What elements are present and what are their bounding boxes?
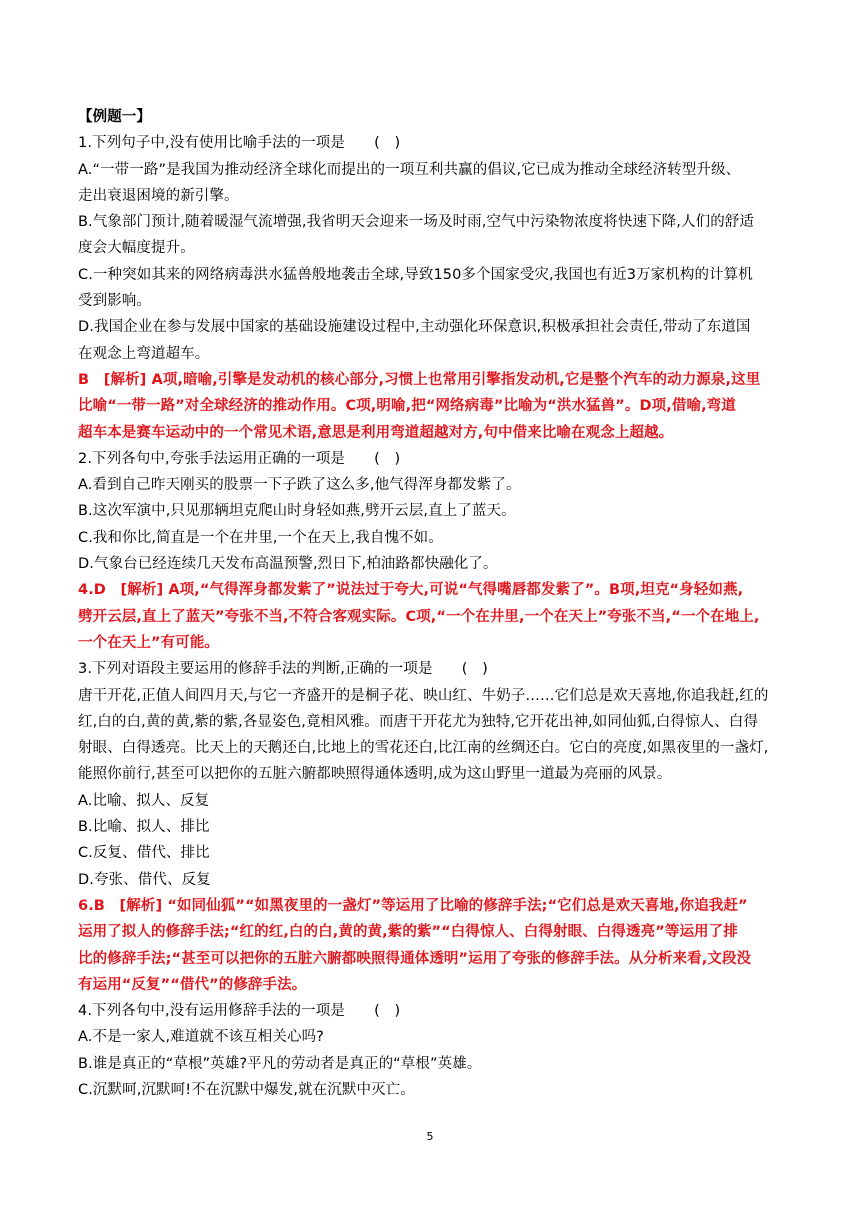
- text-line: D.我国企业在参与发展中国家的基础设施建设过程中,主动强化环保意识,积极承担社会责任,带动了东道国: [78, 319, 751, 336]
- text-line: A.不是一家人,难道就不该互相关心吗?: [78, 1029, 324, 1046]
- text-line: C.一种突如其来的网络病毒洪水猛兽般地袭击全球,导致150多个国家受灾,我国也有近3万家机构的计算机: [78, 266, 753, 283]
- text-line: 射眼、白得透亮。比天上的天鹅还白,比地上的雪花还白,比江南的丝绸还白。它白的亮度,如黑夜里的一盏灯,: [78, 740, 769, 757]
- answer-line: 6.B [解析] “如同仙狐”“如黑夜里的一盏灯”等运用了比喻的修辞手法;“它们总是欢天喜地,你追我赶”: [78, 897, 748, 914]
- answer-line: 比的修辞手法;“甚至可以把你的五脏六腑都映照得通体透明”运用了夸张的修辞手法。从分析来看,文段没: [78, 950, 752, 967]
- answer-line: B [解析] A项,暗喻,引擎是发动机的核心部分,习惯上也常用引擎指发动机,它是整个汽车的动力源泉,这里: [78, 371, 761, 388]
- section-title: 【例题一】: [78, 109, 151, 125]
- document-body: [78, 104, 788, 1103]
- text-line: B.这次军演中,只见那辆坦克爬山时身轻如燕,劈开云层,直上了蓝天。: [78, 503, 516, 520]
- text-line: 能照你前行,甚至可以把你的五脏六腑都映照得通体透明,成为这山野里一道最为亮丽的风景。: [78, 766, 672, 783]
- text-line: D.夸张、借代、反复: [78, 871, 211, 888]
- text-line: 4.下列各句中,没有运用修辞手法的一项是 ( ): [78, 1003, 401, 1020]
- answer-line: 有运用“反复”“借代”的修辞手法。: [78, 976, 307, 993]
- text-line: 2.下列各句中,夸张手法运用正确的一项是 ( ): [78, 450, 401, 467]
- text-line: 受到影响。: [78, 293, 151, 310]
- text-line: A.看到自己昨天刚买的股票一下子跌了这么多,他气得浑身都发紫了。: [78, 477, 521, 494]
- answer-line: 劈开云层,直上了蓝天”夸张不当,不符合客观实际。C项,“一个在井里,一个在天上”夸张不当,“一个在地上,: [78, 608, 760, 625]
- content-lines: [78, 130, 788, 1103]
- text-line: 3.下列对语段主要运用的修辞手法的判断,正确的一项是 ( ): [78, 661, 488, 678]
- answer-line: 4.D [解析] A项,“气得浑身都发紫了”说法过于夸大,可说“气得嘴唇都发紫了”。B项,坦克“身轻如燕,: [78, 582, 744, 599]
- text-line: 走出衰退困境的新引擎。: [78, 187, 239, 204]
- text-line: A.“一带一路”是我国为推动经济全球化而提出的一项互利共赢的倡议,它已成为推动全球经济转型升级、: [78, 161, 741, 178]
- text-line: 在观念上弯道超车。: [78, 345, 210, 362]
- answer-line: 运用了拟人的修辞手法;“红的红,白的白,黄的黄,紫的紫”“白得惊人、白得射眼、白得透亮”等运用了排: [78, 924, 738, 941]
- answer-line: 一个在天上”有可能。: [78, 634, 220, 651]
- text-line: C.反复、借代、排比: [78, 845, 210, 862]
- text-line: D.气象台已经连续几天发布高温预警,烈日下,柏油路都快融化了。: [78, 556, 498, 573]
- answer-line: 比喻“一带一路”对全球经济的推动作用。C项,明喻,把“网络病毒”比喻为“洪水猛兽”。D项,借喻,弯道: [78, 398, 736, 415]
- text-line: 红,白的白,黄的黄,紫的紫,各显姿色,竟相风雅。而唐干开花尤为独特,它开花出神,如同仙狐,白得惊人、白得: [78, 713, 759, 730]
- text-line: 唐干开花,正值人间四月天,与它一齐盛开的是桐子花、映山红、牛奶子……它们总是欢天喜地,你追我赶,红的: [78, 687, 769, 704]
- text-line: 1.下列句子中,没有使用比喻手法的一项是 ( ): [78, 135, 401, 152]
- text-line: C.我和你比,简直是一个在井里,一个在天上,我自愧不如。: [78, 529, 443, 546]
- text-line: 度会大幅度提升。: [78, 240, 195, 257]
- text-line: B.气象部门预计,随着暖湿气流增强,我省明天会迎来一场及时雨,空气中污染物浓度将快速下降,人们的舒适: [78, 214, 754, 231]
- text-line: B.谁是真正的“草根”英雄?平凡的劳动者是真正的“草根”英雄。: [78, 1055, 482, 1072]
- answer-line: 超车本是赛车运动中的一个常见术语,意思是利用弯道超越对方,句中借来比喻在观念上超越。: [78, 424, 674, 441]
- text-line: A.比喻、拟人、反复: [78, 792, 210, 809]
- text-line: C.沉默呵,沉默呵!不在沉默中爆发,就在沉默中灭亡。: [78, 1081, 415, 1098]
- text-line: B.比喻、拟人、排比: [78, 819, 210, 836]
- page-number: 5: [426, 1130, 434, 1143]
